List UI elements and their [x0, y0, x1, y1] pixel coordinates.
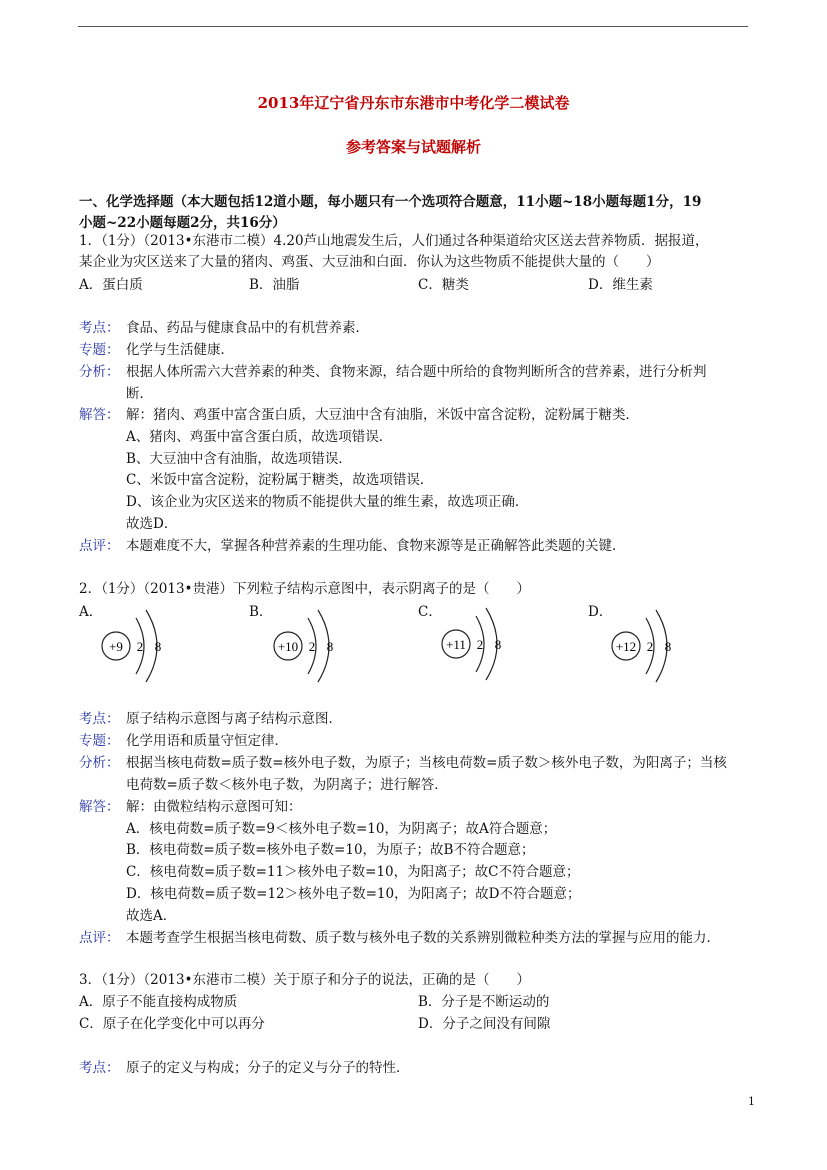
- page-title: 2013年辽宁省丹东市东港市中考化学二模试卷: [257, 94, 570, 112]
- nucleus-charge: +11: [446, 637, 466, 652]
- q3-option-a: A．原子不能直接构成物质: [79, 994, 238, 1010]
- section-heading-line1: 一、化学选择题（本大题包括12道小题，每小题只有一个选项符合题意，11小题~18小题每题1分，19: [79, 194, 702, 210]
- q1-fenxi-line2: 断．: [126, 386, 153, 402]
- nucleus-charge: +9: [109, 639, 123, 654]
- header-rule: [78, 26, 748, 27]
- q2-option-b-letter: B．: [249, 604, 273, 620]
- q2-zhuanti: 化学用语和质量守恒定律．: [126, 733, 288, 749]
- q2-zhuanti-label: 专题：: [79, 733, 120, 749]
- q1-jieda-line: A、猪肉、鸡蛋中富含蛋白质，故选项错误．: [126, 429, 393, 445]
- electron-count-2: 8: [494, 637, 502, 652]
- electron-count-1: 2: [308, 639, 316, 654]
- q1-zhuanti: 化学与生活健康．: [126, 342, 234, 358]
- q2-fenxi-label: 分析：: [79, 755, 120, 771]
- q2-dianping-label: 点评：: [79, 930, 120, 946]
- q2-option-c-diagram: [440, 604, 520, 682]
- q2-jieda-line: B．核电荷数=质子数=核外电子数=10，为原子；故B不符合题意；: [126, 842, 535, 858]
- q2-kaodian-label: 考点：: [79, 711, 120, 727]
- q1-jieda-label: 解答：: [79, 407, 120, 423]
- q1-dianping: 本题难度不大，掌握各种营养素的生理功能、食物来源等是正确解答此类题的关键．: [126, 538, 626, 554]
- q2-option-d-diagram: [610, 606, 690, 684]
- q3-stem: 3．（1分）（2013•东港市二模）关于原子和分子的说法，正确的是（ ）: [79, 972, 530, 988]
- nucleus-charge: +12: [615, 639, 637, 654]
- q1-option-c: C．糖类: [418, 277, 469, 293]
- page-number: 1: [748, 1095, 755, 1108]
- q1-dianping-label: 点评：: [79, 538, 120, 554]
- q3-option-c: C．原子在化学变化中可以再分: [79, 1016, 265, 1032]
- q2-jieda-line: A．核电荷数=质子数=9＜核外电子数=10，为阴离子；故A符合题意；: [126, 821, 557, 837]
- electron-count-2: 8: [326, 639, 334, 654]
- q1-jieda-line: 故选D．: [126, 516, 178, 532]
- q2-option-b-diagram: [272, 606, 352, 684]
- q1-jieda-line: B、大豆油中含有油脂，故选项错误．: [126, 451, 352, 467]
- q1-option-a: A．蛋白质: [79, 277, 143, 293]
- q1-jieda-line: 解：猪肉、鸡蛋中富含蛋白质，大豆油中含有油脂，米饭中富含淀粉，淀粉属于糖类．: [126, 407, 639, 423]
- q1-jieda-line: D、该企业为灾区送来的物质不能提供大量的维生素，故选项正确．: [126, 494, 529, 510]
- q1-option-d: D．维生素: [588, 277, 653, 293]
- q2-jieda-line: D．核电荷数=质子数=12＞核外电子数=10，为阳离子；故D不符合题意；: [126, 886, 581, 902]
- q1-kaodian: 食品、药品与健康食品中的有机营养素．: [126, 320, 369, 336]
- electron-count-1: 2: [136, 639, 144, 654]
- q1-fenxi-line1: 根据人体所需六大营养素的种类、食物来源，结合题中所给的食物判断所含的营养素，进行分析判: [126, 364, 707, 380]
- section-heading-line2: 小题~22小题每题2分，共16分）: [79, 215, 286, 231]
- electron-count-1: 2: [646, 639, 654, 654]
- q2-option-a-diagram: [100, 606, 180, 684]
- electron-count-2: 8: [664, 639, 672, 654]
- q3-kaodian: 原子的定义与构成；分子的定义与分子的特性．: [126, 1060, 410, 1076]
- q1-zhuanti-label: 专题：: [79, 342, 120, 358]
- q3-option-d: D．分子之间没有间隙: [418, 1016, 551, 1032]
- q1-stem-line2: 某企业为灾区送来了大量的猪肉、鸡蛋、大豆油和白面．你认为这些物质不能提供大量的（ ）: [79, 254, 660, 270]
- q1-stem-line1: 1．（1分）（2013•东港市二模）4.20芦山地震发生后，人们通过各种渠道给灾区送去营养物质．据报道，: [79, 233, 709, 249]
- q1-option-b: B．油脂: [249, 277, 300, 293]
- q2-option-a-letter: A．: [79, 604, 103, 620]
- q2-jieda-line: 故选A．: [126, 908, 177, 924]
- q3-kaodian-label: 考点：: [79, 1060, 120, 1076]
- q2-dianping: 本题考查学生根据当核电荷数、质子数与核外电子数的关系辨别微粒种类方法的掌握与应用的能力．: [126, 930, 720, 946]
- q1-kaodian-label: 考点：: [79, 320, 120, 336]
- electron-count-2: 8: [154, 639, 162, 654]
- q2-jieda-label: 解答：: [79, 799, 120, 815]
- q2-jieda-line: C．核电荷数=质子数=11＞核外电子数=10，为阳离子；故C不符合题意；: [126, 864, 580, 880]
- electron-count-1: 2: [476, 637, 484, 652]
- q2-option-c-letter: C．: [418, 604, 442, 620]
- q2-fenxi-line2: 电荷数=质子数＜核外电子数，为阴离子；进行解答．: [126, 777, 448, 793]
- q2-fenxi-line1: 根据当核电荷数=质子数=核外电子数，为原子；当核电荷数=质子数＞核外电子数，为阳离子；当核: [126, 755, 727, 771]
- nucleus-charge: +10: [277, 639, 299, 654]
- q3-option-b: B．分子是不断运动的: [418, 994, 550, 1010]
- q2-kaodian: 原子结构示意图与离子结构示意图．: [126, 711, 342, 727]
- q2-stem: 2．（1分）（2013•贵港）下列粒子结构示意图中，表示阴离子的是（ ）: [79, 581, 530, 597]
- q2-jieda-line: 解：由微粒结构示意图可知：: [126, 799, 302, 815]
- q2-option-d-letter: D．: [588, 604, 613, 620]
- q1-fenxi-label: 分析：: [79, 364, 120, 380]
- q1-jieda-line: C、米饭中富含淀粉，淀粉属于糖类，故选项错误．: [126, 472, 434, 488]
- page-subtitle: 参考答案与试题解析: [345, 138, 481, 156]
